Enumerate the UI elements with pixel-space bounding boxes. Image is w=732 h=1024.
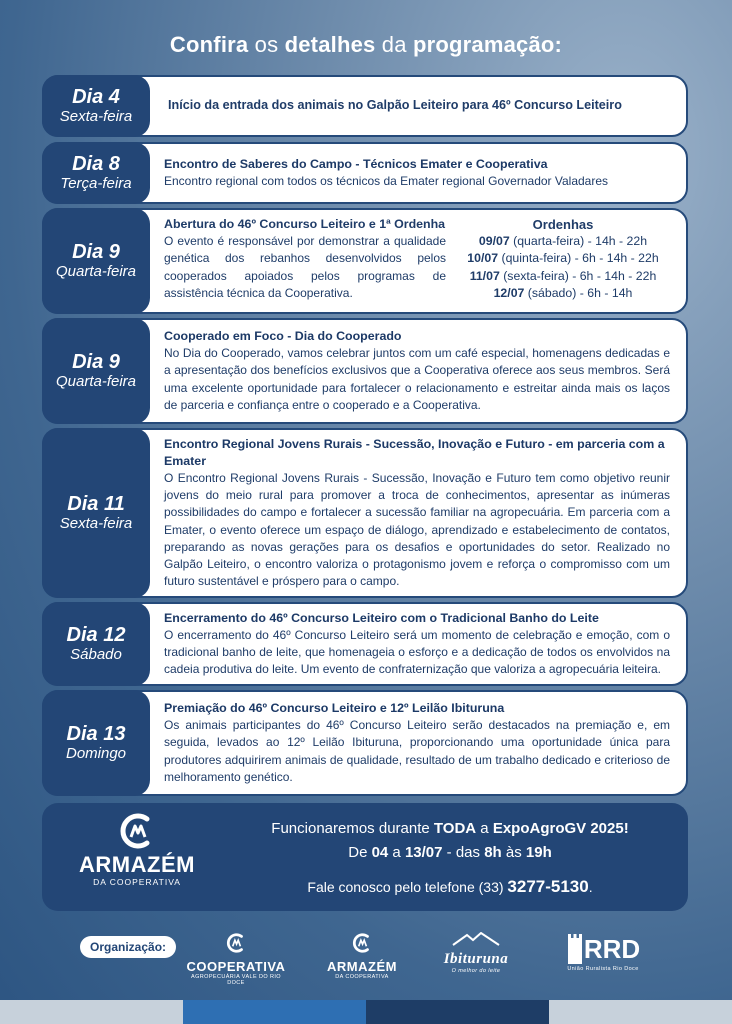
ordenhas-schedule [446,216,674,306]
day-weekday: Domingo [65,744,127,762]
event-description: Encontro regional com todos os técnicos da Emater regional Governador Valadares [164,174,609,188]
ordenhas-title: Ordenhas [532,217,594,232]
mountain-icon [451,932,501,946]
armazem-icon [117,811,157,851]
phone-number[interactable]: 3277-5130 [507,877,589,896]
bar-segment [549,1000,732,1024]
day-badge [42,142,150,204]
bar-segment [366,1000,549,1024]
ordenha-item: 12/07 (sábado) - 6h - 14h [493,285,633,300]
event-description: No Dia do Cooperado, vamos celebrar juntos com um café especial, homenagens dedicadas e a apresentação dos benefícios exclusivos que a Cooperativa oferece aos seus membros. Será uma excelente oportunidade para fortalecer o relacionamento e estreitar ainda mais os laços de parceria e confiança entre o cooperado e a Cooperativa. [164,346,670,412]
organization-section [0,928,732,998]
armazem-logo [62,811,212,906]
event-title: Início da entrada dos animais no Galpão Leiteiro para 46º Concurso Leiteiro [168,98,622,113]
event-description: Os animais participantes do 46º Concurso Leiteiro serão destacados na premiação e, em seguida, levados ao 12º Leilão Ibituruna, proporcionando uma oportunidade única para produtores adquirirem animais de qualidade, resultado de um trabalho dedicado e criterioso de melhoramento genético. [164,718,670,784]
schedule-row-day12 [42,602,688,686]
brand-sub: DA COOPERATIVA [93,877,181,887]
cooperativa-icon [225,932,247,954]
day-weekday: Terça-feira [60,174,132,192]
footer-text [222,817,678,899]
event-title: Encontro de Saberes do Campo - Técnicos Emater e Cooperativa [164,156,548,171]
urrd-logo: RRD União Ruralista Rio Doce [567,933,641,972]
day-number: Dia 4 [72,85,120,108]
event-title: Encontro Regional Jovens Rurais - Sucessão, Inovação e Futuro - em parceria com a Emater [164,436,665,468]
event-description: O Encontro Regional Jovens Rurais - Sucessão, Inovação e Futuro tem como objetivo reunir jovens do meio rural para promover a troca de conhecimentos, apresentar as inúmeras possibilidades do campo e fortalecer a sucessão familiar na agropecuária. Em parceria com a Emater, o evento oferece um espaço de diálogo, aprendizado e estabelecimento de contatos, preparando as novas gerações para os desafios e oportunidades do setor. Realizado no Galpão Leiteiro, o encontro valoriza o protagonismo jovem e reforça o compromisso com um futuro sustentável e próspero para o campo. [164,471,670,589]
footer-info-box [42,803,688,911]
ordenha-item: 09/07 (quarta-feira) - 14h - 22h [478,234,648,249]
armazem-small-icon [351,932,373,954]
day-weekday: Sexta-feira [59,107,133,125]
schedule-row-day9-abertura [42,208,688,314]
day-number: Dia 9 [72,240,120,263]
bar-segment [0,1000,183,1024]
event-title: Abertura do 46º Concurso Leiteiro e 1ª Ordenha [164,217,446,231]
schedule-row-day4 [42,75,688,137]
footer-phone-line: Fale conosco pelo telefone (33) 3277-5130. [307,877,593,896]
bottom-color-bar [0,1000,732,1024]
day-badge [42,428,150,598]
day-number: Dia 8 [72,152,120,175]
day-number: Dia 11 [67,492,125,515]
event-title: Premiação do 46º Concurso Leiteiro e 12º Leilão Ibituruna [164,700,505,715]
tower-icon [566,932,584,966]
day-number: Dia 13 [66,722,126,745]
ordenha-item: 11/07 (sexta-feira) - 6h - 14h - 22h [469,268,657,283]
day-weekday: Sábado [70,645,122,663]
footer-line-2: De 04 a 13/07 - das 8h às 19h [348,844,552,861]
day-badge [42,318,150,424]
bar-segment [183,1000,366,1024]
day-badge [42,690,150,796]
event-title: Cooperado em Foco - Dia do Cooperado [164,328,402,343]
day-number: Dia 12 [66,623,126,646]
footer-line-1: Funcionaremos durante TODA a ExpoAgroGV 2025! [271,820,629,837]
day-badge [42,602,150,686]
ordenha-item: 10/07 (quinta-feira) - 6h - 14h - 22h [467,251,659,266]
day-weekday: Quarta-feira [55,262,137,280]
armazem-small-logo: ARMAZÉM DA COOPERATIVA [322,932,402,980]
event-description: O evento é responsável por demonstrar a qualidade genética dos rebanhos desenvolvidos pelos cooperados apoiados pelos programas de assistência técnica da Cooperativa. [164,234,446,300]
schedule-row-day8 [42,142,688,204]
brand-name: ARMAZÉM [79,852,195,877]
ibituruna-logo: Ibituruna O melhor do leite [434,932,518,974]
day-number: Dia 9 [72,350,120,373]
day-weekday: Sexta-feira [59,514,133,532]
day-weekday: Quarta-feira [55,372,137,390]
schedule-row-day13 [42,690,688,796]
day-badge [42,75,150,137]
organization-label: Organização: [80,936,176,958]
day-badge [42,208,150,314]
schedule-row-day11 [42,428,688,598]
schedule-row-day9-cooperado [42,318,688,424]
page-title: Confira os detalhes da programação: [169,32,563,57]
cooperativa-logo: COOPERATIVA AGROPECUÁRIA VALE DO RIO DOCE [186,932,286,986]
event-title: Encerramento do 46º Concurso Leiteiro com o Tradicional Banho do Leite [164,610,599,625]
event-description: O encerramento do 46º Concurso Leiteiro será um momento de celebração e emoção, com o tradicional banho de leite, que homenageia o esforço e a dedicação de todos os envolvidos na cadeia produtiva do leite. Um evento de confraternização que valoriza a agropecuária leiteira. [164,627,670,677]
